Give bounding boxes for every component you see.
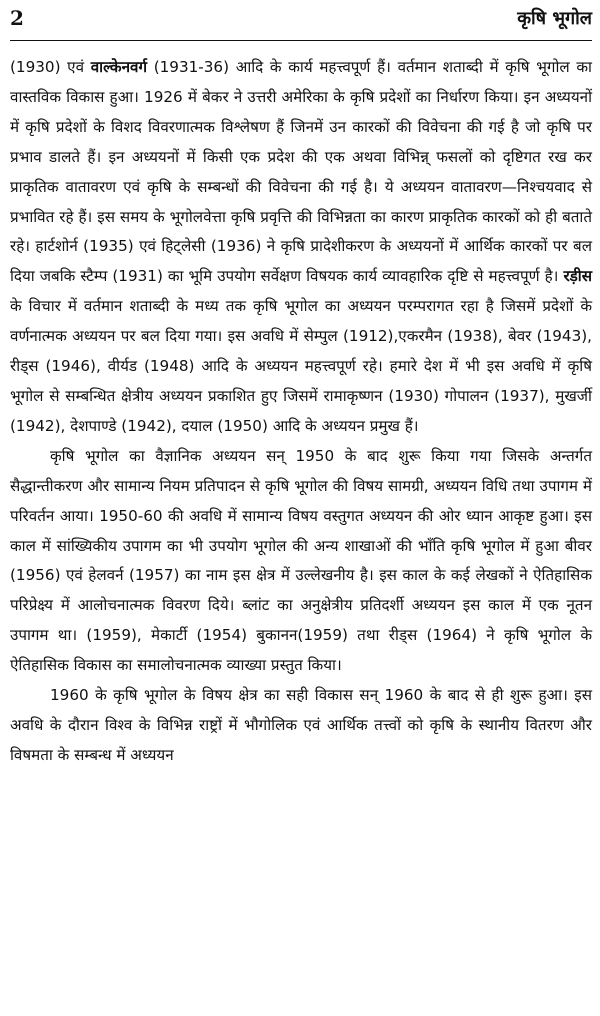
page-header [10,0,592,41]
paragraph-1-text-b: (1931-36) आदि के कार्य महत्त्वपूर्ण हैं। वर्तमान शताब्दी में कृषि भूगोल का वास्तविक विकास हुआ। 1926 में बेकर ने उत्तरी अमेरिका के कृषि प्रदेशों का निर्धारण किया। इन अध्ययनों में कृषि प्रदेशों के विशद विवरणात्मक विश्लेषण हैं जिनमें उन कारकों की विवेचना की गई है जो कृषि पर प्रभाव डालते हैं। इन अध्ययनों में किसी एक प्रदेश की एक अथवा विभिन्न् फसलों को दृष्टिगत रख कर प्राकृतिक वातावरण एवं कृषि के सम्बन्धों की विवेचना की गई है। ये अध्ययन वातावरण—निश्चयवाद से प्रभावित रहे हैं। इस समय के भूगोलवेत्ता कृषि प्रवृत्ति की विभिन्नता का कारण प्राकृतिक कारकों को ही बताते रहे। हार्टशोर्न (1935) एवं हिट्लेसी (1936) ने कृषि प्रादेशीकरण के अध्ययनों में आर्थिक कारकों पर बल दिया जबकि स्टैम्प (1931) का भूमि उपयोग सर्वेक्षण विषयक कार्य व्यावहारिक दृष्टि से महत्त्वपूर्ण है। [10,58,592,286]
page-number: 2 [10,6,24,30]
paragraph-1 [10,53,592,442]
author-name-bold: रड़ीस [563,267,592,286]
paragraph-1-text-a: (1930) एवं [10,58,91,76]
paragraph-2: कृषि भूगोल का वैज्ञानिक अध्ययन सन् 1950 के बाद शुरू किया गया जिसके अन्तर्गत सैद्धान्तीकरण और सामान्य नियम प्रतिपादन से कृषि भूगोल की विषय सामग्री, अध्ययन विधि तथा उपागम में परिवर्तन आया। 1950-60 की अवधि में सामान्य विषय वस्तुगत अध्ययन की ओर ध्यान आकृष्ट हुआ। इस काल में सांख्यिकीय उपागम का भी उपयोग भूगोल की अन्य शाखाओं की भाँति कृषि भूगोल में हुआ बीवर (1956) एवं हेलवर्न (1957) का नाम इस क्षेत्र में उल्लेखनीय है। इस काल के कई लेखकों ने ऐतिहासिक परिप्रेक्ष्य में आलोचनात्मक विवरण दिये। ब्लांट का अनुक्षेत्रीय प्रतिदर्शी अध्ययन इस काल में एक नूतन उपागम था। (1959), मेकार्टी (1954) बुकानन(1959) तथा रीड्स (1964) ने कृषि भूगोल के ऐतिहासिक विकास का समालोचनात्मक व्याख्या प्रस्तुत किया। [10,446,592,675]
author-name-bold: वाल्केनवर्ग [90,58,148,76]
paragraph-1-text-c: के विचार में वर्तमान शताब्दी के मध्य तक कृषि भूगोल का अध्ययन परम्परागत रहा है जिसमें प्रदेशों के वर्णनात्मक अध्ययन पर बल दिया गया। इस अवधि में सेम्पुल (1912),एकरमैन (1938), बेवर (1943), रीड्स (1946), वीर्यड (1948) आदि के अध्ययन महत्त्वपूर्ण रहे। हमारे देश में भी इस अवधि में कृषि भूगोल से सम्बन्धित क्षेत्रीय अध्ययन प्रकाशित हुए जिसमें रामाकृष्णन (1930) गोपालन (1937), मुखर्जी (1942), देशपाण्डे (1942), दयाल (1950) आदि के अध्ययन प्रमुख हैं। [10,297,592,435]
running-title: कृषि भूगोल [517,8,592,29]
paragraph-3: 1960 के कृषि भूगोल के विषय क्षेत्र का सही विकास सन् 1960 के बाद से ही शुरू हुआ। इस अवधि के दौरान विश्व के विभिन्न राष्ट्रों में भौगोलिक एवं आर्थिक तत्त्वों को कृषि के स्थानीय वितरण और विषमता के सम्बन्ध में अध्ययन [10,686,592,764]
